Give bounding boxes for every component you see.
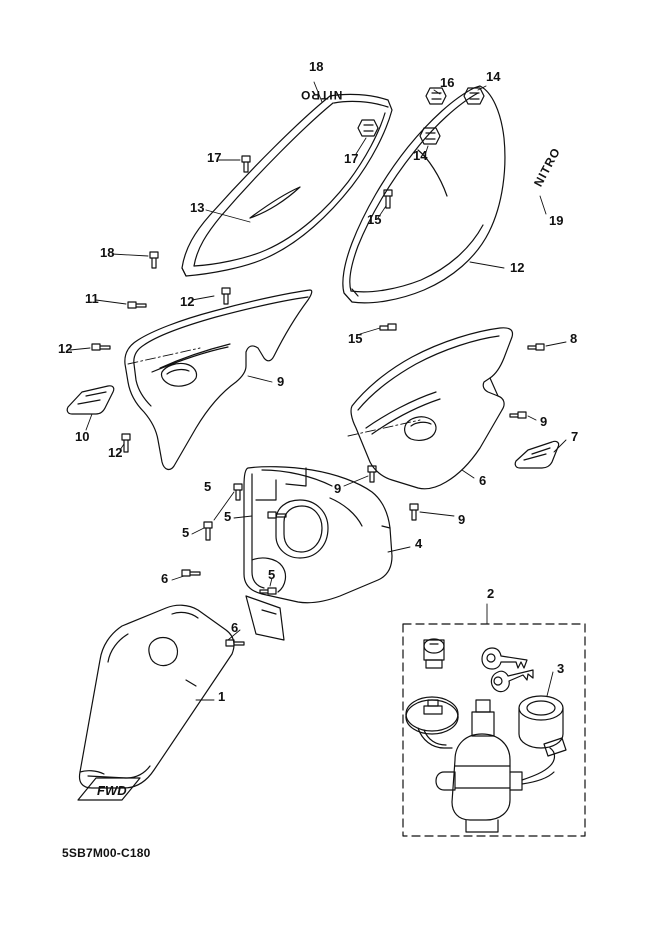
callout-9-c: 9	[334, 481, 342, 496]
callout-13: 12	[510, 260, 525, 275]
diagram-part-code: 5SB7M00-C180	[62, 846, 151, 860]
callout-9-a: 8	[570, 331, 578, 346]
callout-6-a: 6	[161, 571, 169, 586]
part-8-damper	[515, 441, 558, 468]
callout-7: 6	[479, 473, 487, 488]
fwd-label: FWD	[97, 783, 127, 798]
callout-17-upper: 16	[440, 75, 455, 90]
part-4-center-cover	[244, 467, 392, 640]
callout-15-lower: 15	[348, 331, 363, 346]
leader-lines	[70, 82, 566, 700]
callout-12-d: 12	[108, 445, 123, 460]
callout-8: 7	[571, 429, 579, 444]
part-13-right-side-cover	[343, 86, 505, 303]
callout-1: 1	[218, 689, 226, 704]
fasteners	[92, 88, 544, 646]
callout-15-upper: 15	[367, 212, 382, 227]
callout-3: 3	[557, 661, 565, 676]
callout-4: 4	[415, 536, 423, 551]
part-16-left-side-cover	[182, 94, 392, 276]
part-1-lower-cover	[80, 605, 235, 788]
callout-18-lower: 18	[100, 245, 115, 260]
part-2-keys	[482, 648, 533, 692]
callout-9-b: 9	[540, 414, 548, 429]
callout-18-upper: 17	[207, 150, 222, 165]
callout-5-a: 5	[204, 479, 212, 494]
callout-5-d: 5	[268, 567, 276, 582]
part-11-damper	[67, 386, 114, 414]
callout-11: 10	[75, 429, 90, 444]
callout-12-c: 12	[58, 341, 73, 356]
nitro-logo-right: NITRO	[531, 145, 564, 189]
callout-10: 9	[277, 374, 285, 389]
part-2-seat-lock	[424, 639, 444, 668]
callout-2: 2	[487, 586, 495, 601]
callout-19-right: 19	[549, 213, 564, 228]
callout-6-b: 6	[231, 620, 239, 635]
callout-12-b: 12	[180, 294, 195, 309]
part-7-right-rear-cover	[351, 328, 512, 489]
callout-14-upper: 14	[486, 69, 501, 84]
callout-16: 13	[190, 200, 205, 215]
callout-5-c: 5	[182, 525, 190, 540]
callout-12-a: 11	[85, 291, 99, 306]
callout-9-d: 9	[458, 512, 466, 527]
callout-5-b: 5	[224, 509, 232, 524]
part-2-fuel-cap	[406, 697, 458, 748]
nitro-logo-left: NITRO	[300, 88, 343, 102]
callout-19-left: 18	[309, 59, 324, 74]
callout-17-lower: 17	[344, 151, 359, 166]
callout-14-lower: 14	[413, 148, 428, 163]
